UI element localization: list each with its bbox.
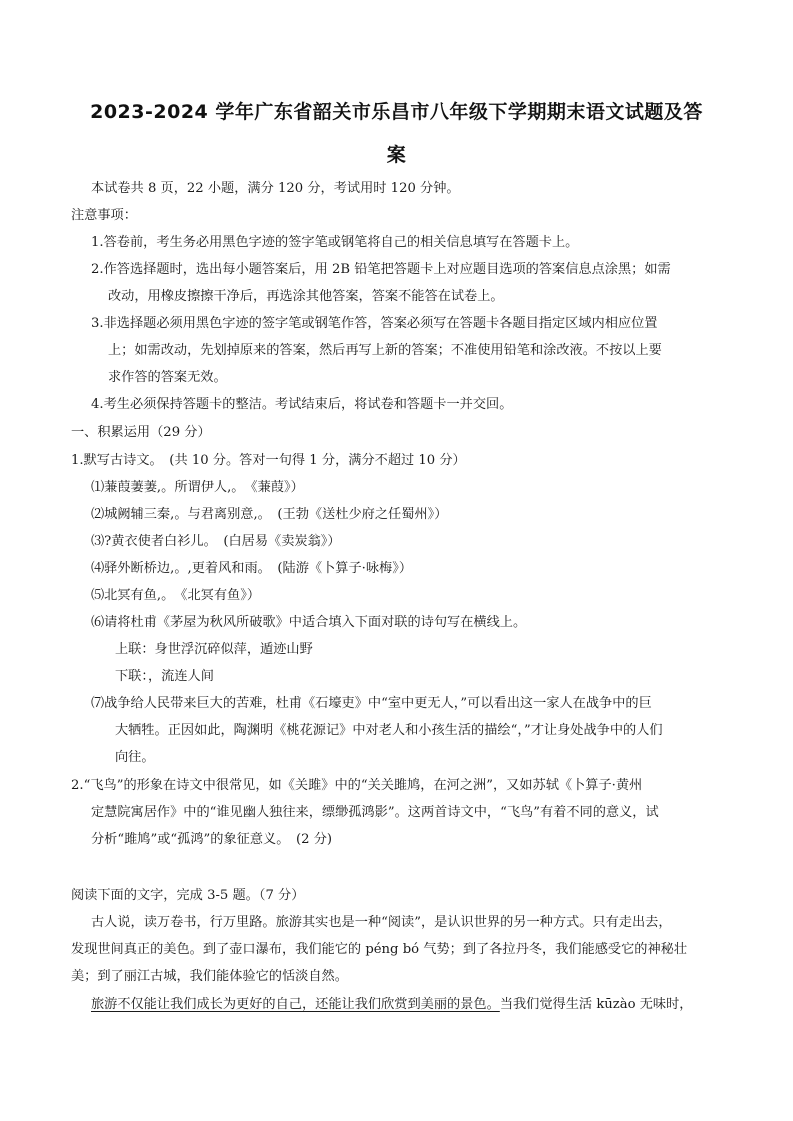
couplet-lower-line: 下联：，流连人间 — [115, 669, 214, 684]
question-1-item-7-line-2: 大牺牲。正因如此，陶渊明《桃花源记》中对老人和小孩生活的描绘“，”才让身处战争中的人们 — [115, 723, 663, 738]
question-2-line-2: 定慧院寓居作》中的“谁见幽人独往来，缥缈孤鸿影”。这两首诗文中，“飞鸟”有着不同的意义，试 — [91, 805, 659, 820]
exam-intro: 本试卷共 8 页，22 小题，满分 120 分，考试用时 120 分钟。 — [91, 181, 460, 196]
notice-heading: 注意事项： — [71, 208, 137, 223]
question-1-item-6: ⑹请将杜甫《茅屋为秋风所破歌》中适合填入下面对联的诗句写在横线上。 — [91, 615, 527, 630]
reading-paragraph-1-line-2: 发现世间真正的美色。到了壶口瀑布，我们能它的 péng bó 气势；到了各拉丹冬，我们能感受它的神秘壮 — [71, 942, 688, 957]
notice-item-3-line-1: 3.非选择题必须用黑色字迹的签字笔或钢笔作答，答案必须写在答题卡各题目指定区域内相应位置 — [91, 316, 658, 331]
reading-paragraph-1-line-1: 古人说，读万卷书，行万里路。旅游其实也是一种“阅读”，是认识世界的另一种方式。只有走出去， — [91, 915, 672, 930]
notice-item-1: 1.答卷前，考生务必用黑色字迹的签字笔或钢笔将自己的相关信息填写在答题卡上。 — [91, 235, 579, 250]
notice-item-2-line-2: 改动，用橡皮擦擦干净后，再选涂其他答案，答案不能答在试卷上。 — [108, 289, 504, 304]
paragraph-2-continuation: 当我们觉得生活 kūzào 无味时， — [499, 997, 693, 1012]
underlined-sentence: 旅游不仅能让我们成长为更好的自己，还能让我们欣赏到美丽的景色。 — [91, 997, 500, 1012]
question-1-item-4: ⑷驿外断桥边,。,更着风和雨。 (陆游《卜算子·咏梅》） — [91, 561, 413, 576]
document-title-line-2: 案 — [386, 144, 407, 166]
question-2-line-1: 2.“飞鸟”的形象在诗文中很常见，如《关雎》中的“关关雎鸠，在河之洲”，又如苏轼《卜算子·黄州 — [71, 778, 643, 793]
section-heading-1: 一、积累运用（29 分） — [71, 425, 211, 440]
question-2-line-3: 分析“雎鸠”或“孤鸿”的象征意义。 (2 分) — [91, 832, 333, 847]
question-1-item-5: ⑸北冥有鱼,。 《北冥有鱼》） — [91, 588, 261, 603]
question-1-item-7-line-1: ⑺战争给人民带来巨大的苦难，杜甫《石壕吏》中“室中更无人，”可以看出这一家人在战争中的巨 — [91, 696, 652, 711]
reading-paragraph-1-line-3: 美；到了丽江古城，我们能体验它的恬淡自然。 — [71, 969, 348, 984]
notice-item-2-line-1: 2.作答选择题时，选出每小题答案后，用 2B 铅笔把答题卡上对应题目选项的答案信息点涂黑；如需 — [91, 262, 671, 277]
question-1-item-7-line-3: 向往。 — [115, 750, 155, 765]
question-1-stem: 1.默写古诗文。 (共 10 分。答对一句得 1 分，满分不超过 10 分） — [71, 453, 466, 468]
question-1-item-1: ⑴蒹葭萋萋,。所谓伊人,。 《蒹葭》） — [91, 480, 304, 495]
question-1-item-2: ⑵城阙辅三秦,。与君离别意,。 (王勃《送杜少府之任蜀州》） — [91, 507, 448, 522]
notice-item-4: 4.考生必须保持答题卡的整洁。考试结束后，将试卷和答题卡一并交回。 — [91, 397, 513, 412]
reading-paragraph-2 — [91, 996, 693, 1014]
document-title-line-1: 2023-2024 学年广东省韶关市乐昌市八年级下学期期末语文试题及答 — [90, 101, 703, 123]
question-1-item-3: ⑶?黄衣使者白衫儿。 (白居易《卖炭翁》） — [91, 534, 341, 549]
notice-item-3-line-2: 上；如需改动，先划掉原来的答案，然后再写上新的答案；不准使用铅笔和涂改液。不按以上要 — [108, 343, 662, 358]
couplet-upper-line: 上联：身世浮沉碎似萍，遁迹山野 — [115, 642, 313, 657]
reading-instruction: 阅读下面的文字，完成 3-5 题。（7 分） — [71, 888, 305, 903]
notice-item-3-line-3: 求作答的答案无效。 — [108, 370, 227, 385]
